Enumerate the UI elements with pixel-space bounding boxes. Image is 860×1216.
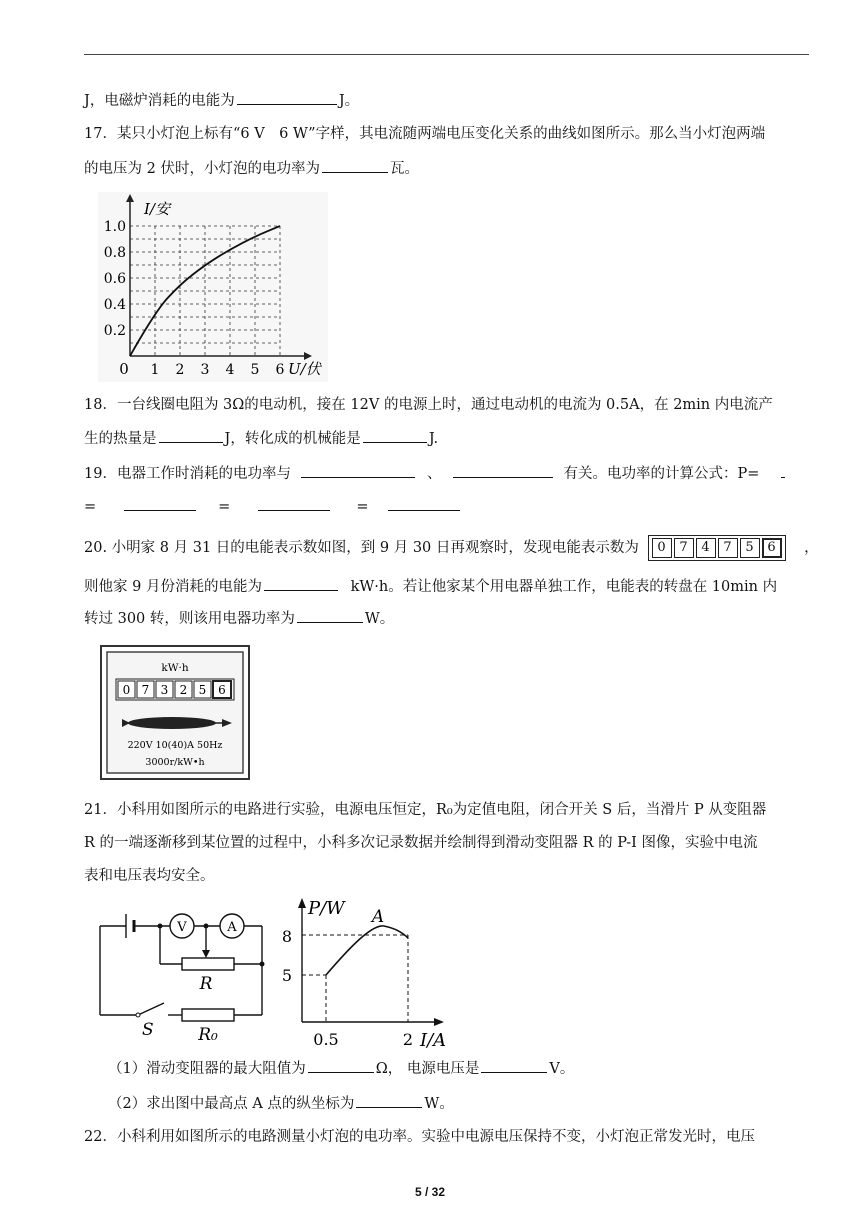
q18-text-c: J. <box>428 431 439 447</box>
q17-line2 <box>84 158 419 179</box>
y-tick-label: 0.2 <box>103 323 126 339</box>
q20-reading-box <box>648 535 786 561</box>
meter-spec: 220V 10(40)A 50Hz <box>127 740 223 751</box>
x-tick-label: 1 <box>150 362 160 378</box>
q21-sub2 <box>108 1093 454 1114</box>
voltmeter-label: V <box>177 920 187 935</box>
q19-line1 <box>84 463 787 484</box>
q17-line1: 17．某只小灯泡上标有“6 V 6 W”字样，其电流随两端电压变化关系的曲线如图所示。那么当小灯泡两端 <box>84 126 766 142</box>
q20-text-a: 则他家 9 月份消耗的电能为 <box>84 579 262 595</box>
reading-digit: 5 <box>740 538 760 558</box>
q20-text: 20. 小明家 8 月 31 日的电能表示数如图，到 9 月 30 日再观察时，发现电能表示数为 <box>84 540 639 556</box>
q21-line1: 21．小科用如图所示的电路进行实验，电源电压恒定，R₀为定值电阻，闭合开关 S 后，当滑片 P 从变阻器 <box>84 802 767 818</box>
pi-x-label: I/A <box>420 1030 447 1051</box>
tick-x2: 2 <box>402 1030 414 1049</box>
meter-rev: 3000r/kW•h <box>145 757 205 768</box>
tick-y5: 5 <box>281 966 292 985</box>
y-tick-label: 0.6 <box>103 271 126 287</box>
pi-curve <box>326 926 408 975</box>
q18-text-b: J，转化成的机械能是 <box>224 431 361 447</box>
q21-line3: 表和电压表均安全。 <box>84 868 215 884</box>
q19-blank-p[interactable] <box>781 463 785 478</box>
q20-text-b: kW·h。若让他家某个用电器单独工作，电能表的转盘在 10min 内 <box>350 579 778 595</box>
switch-lever <box>138 1003 164 1015</box>
x-tick-label: 2 <box>175 362 185 378</box>
q18-line2 <box>84 428 438 449</box>
q21-sub2-unit: W。 <box>424 1096 454 1112</box>
q19-blank-4[interactable] <box>258 496 330 511</box>
q20-comma: ， <box>804 540 819 556</box>
reading-digit: 7 <box>718 538 738 558</box>
r0-label: R₀ <box>198 1025 218 1042</box>
q20-line2 <box>84 576 777 597</box>
q19-blank-5[interactable] <box>388 496 460 511</box>
q20-line1 <box>84 535 819 561</box>
q20-blank-1[interactable] <box>264 576 338 591</box>
q22-line1: 22．小科利用如图所示的电路测量小灯泡的电功率。实验中电源电压保持不变，小灯泡正常发光时，电压 <box>84 1129 755 1145</box>
tick-y8: 8 <box>281 927 292 946</box>
meter-unit: kW·h <box>161 662 189 674</box>
meter-digit: 3 <box>160 683 169 697</box>
x-tick-label: 4 <box>225 362 235 378</box>
header-rule <box>84 54 809 55</box>
q16-text: J，电磁炉消耗的电能为 <box>84 93 235 109</box>
q21-blank-1[interactable] <box>308 1058 374 1073</box>
origin-label: 0 <box>119 360 129 378</box>
slider-arrow <box>202 950 210 958</box>
y-tick-label: 1.0 <box>103 219 126 235</box>
q16-line <box>84 90 359 111</box>
q19-line2 <box>84 496 462 517</box>
reading-digit: 7 <box>674 538 694 558</box>
q19-sep: 、 <box>426 466 442 482</box>
q21-line2: R 的一端逐渐移到某位置的过程中，小科多次记录数据并绘制得到滑动变阻器 R 的 P-I 图像，实验中电流 <box>84 835 758 851</box>
q18-line1: 18．一台线圈电阻为 3Ω的电动机，接在 12V 的电源上时，通过电动机的电流为 0.5A，在 2min 内电流产 <box>84 397 773 413</box>
x-axis-label: U/伏 <box>288 360 321 378</box>
q21-blank-2[interactable] <box>481 1058 547 1073</box>
x-tick-label: 5 <box>250 362 260 378</box>
q16-blank[interactable] <box>237 90 337 105</box>
q18-text-a: 生的热量是 <box>84 431 157 447</box>
q21-sub1-text-b: Ω， 电源电压是 <box>375 1061 480 1077</box>
q21-sub1 <box>108 1058 574 1079</box>
y-axis-label: I/安 <box>144 200 170 218</box>
q17-unit: 瓦。 <box>389 161 419 177</box>
switch-label: S <box>142 1020 154 1040</box>
circuit-diagram <box>96 902 274 1042</box>
q17-text: 的电压为 2 伏时，小灯泡的电功率为 <box>84 161 320 177</box>
reading-digit-decimal: 6 <box>762 538 782 558</box>
y-tick-label: 0.4 <box>103 297 126 313</box>
tick-x05: 0.5 <box>313 1030 339 1049</box>
q19-eq-2: = <box>218 499 231 515</box>
q19-eq-1: = <box>84 499 97 515</box>
q16-suffix: J。 <box>338 93 360 109</box>
q21-sub1-unit: V。 <box>549 1061 575 1077</box>
iu-chart <box>98 192 328 382</box>
rheostat-label: R <box>199 974 213 994</box>
x-tick-label: 6 <box>275 362 285 378</box>
q19-text-a: 19．电器工作时消耗的电功率与 <box>84 466 291 482</box>
y-tick-label: 0.8 <box>103 245 126 261</box>
pi-y-label: P/W <box>308 898 345 919</box>
meter-digit: 0 <box>122 683 131 697</box>
q21-sub1-text: （1）滑动变阻器的最大阻值为 <box>108 1061 306 1077</box>
peak-label: A <box>371 907 385 927</box>
meter-digit: 7 <box>141 683 150 697</box>
meter-digit: 2 <box>179 683 188 697</box>
q20-blank-2[interactable] <box>297 608 363 623</box>
meter-digit-decimal: 6 <box>218 683 226 697</box>
q17-blank[interactable] <box>322 158 388 173</box>
energy-meter <box>100 645 250 780</box>
x-tick-label: 3 <box>200 362 210 378</box>
q19-eq-3: = <box>356 499 369 515</box>
q19-text-c: 有关。电功率的计算公式：P= <box>563 466 760 482</box>
q21-blank-3[interactable] <box>356 1093 422 1108</box>
pi-graph <box>280 892 470 1052</box>
q19-blank-3[interactable] <box>124 496 196 511</box>
q18-blank-1[interactable] <box>159 428 223 443</box>
q20-unit: W。 <box>364 611 395 627</box>
reading-digit: 4 <box>696 538 716 558</box>
q18-blank-2[interactable] <box>363 428 427 443</box>
q21-sub2-text: （2）求出图中最高点 A 点的纵坐标为 <box>108 1096 355 1112</box>
q20-line3 <box>84 608 394 629</box>
q19-blank-2[interactable] <box>453 463 553 478</box>
q20-text-c: 转过 300 转，则该用电器功率为 <box>84 611 295 627</box>
q19-blank-1[interactable] <box>301 463 415 478</box>
rheostat-r <box>182 958 234 970</box>
page-number: 5 / 32 <box>414 1185 446 1199</box>
resistor-r0 <box>182 1009 234 1021</box>
reading-digit: 0 <box>652 538 672 558</box>
ammeter-label: A <box>227 920 237 935</box>
meter-digit: 5 <box>198 683 207 697</box>
